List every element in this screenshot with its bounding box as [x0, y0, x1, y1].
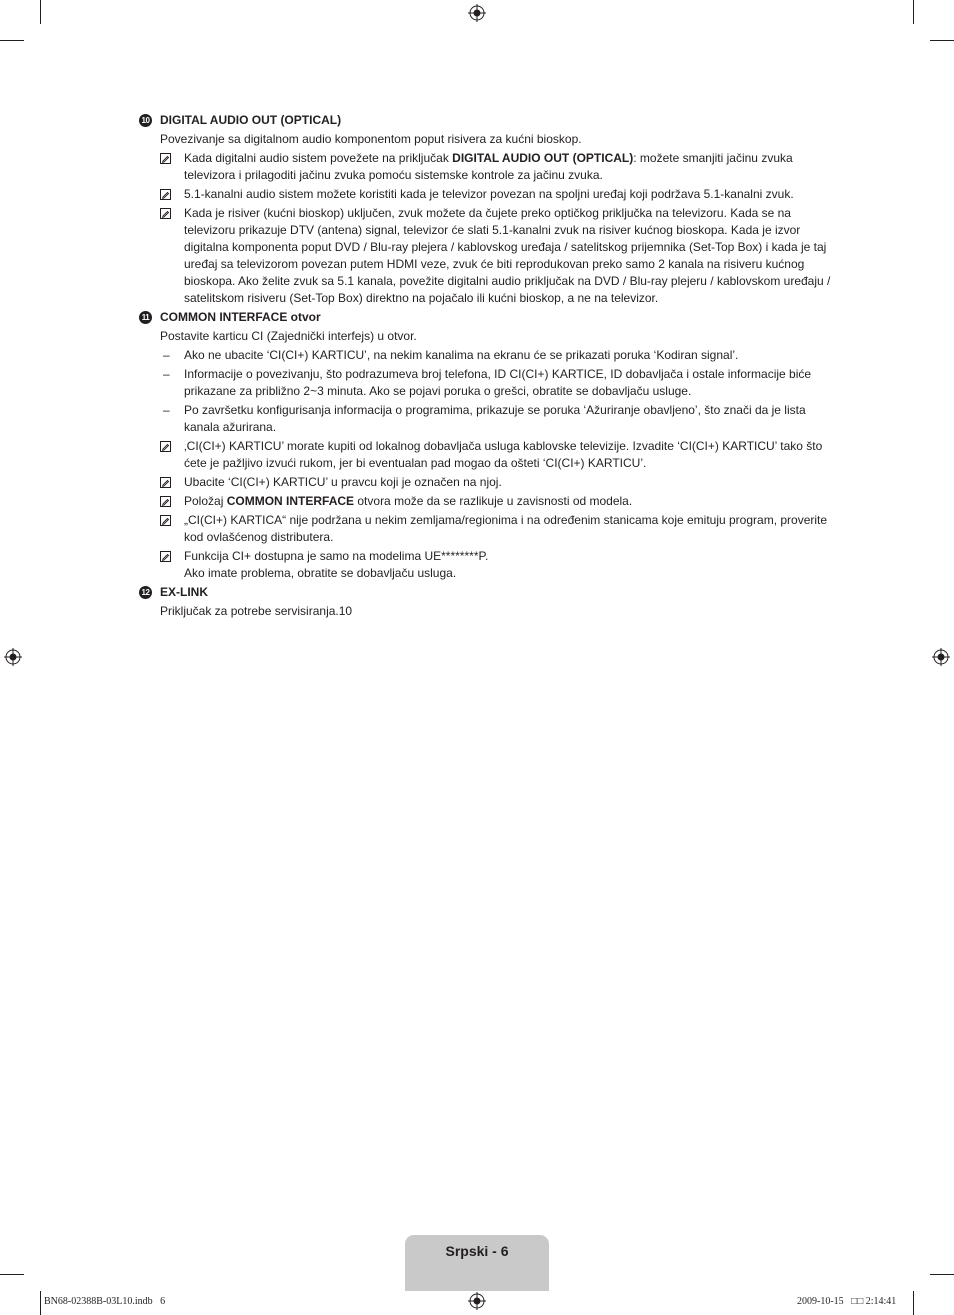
section-description: Postavite karticu CI (Zajednički interfejs) u otvor. [160, 329, 417, 343]
item-text: Kada digitalni audio sistem povežete na priključak [184, 151, 453, 165]
date-slug: 2009-10-15 □□ 2:14:41 [797, 1296, 897, 1307]
note-item [139, 512, 844, 546]
note-pencil-icon [160, 550, 171, 561]
crop-mark-top-right-h [930, 40, 954, 41]
item-text: Položaj [184, 494, 227, 508]
section-number-badge: 12 [139, 586, 152, 599]
note-pencil-icon [160, 207, 171, 218]
item-text: Ako ne ubacite ‘CI(CI+) KARTICU’, na nekim kanalima na ekranu će se prikazati poruka ‘Kodiran signal’. [184, 348, 739, 362]
note-pencil-icon [160, 188, 171, 199]
item-text: Po završetku konfigurisanja informacija o programima, prikazuje se poruka ‘Ažuriranje obavljeno’, što znači da je lista kanala ažurirana. [184, 403, 806, 434]
dash-item [139, 366, 844, 400]
crop-mark-top-left-v [40, 0, 41, 24]
section-description: Priključak za potrebe servisiranja.10 [160, 604, 353, 618]
note-item [139, 548, 844, 582]
item-text: Informacije o povezivanju, što podrazumeva broj telefona, ID CI(CI+) KARTICE, ID dobavljača i ostale informacije biće prikazane za približno 2~3 minuta. Ako se pojavi poruka o grešci, obratite se dobavljaču usluge. [184, 367, 812, 398]
note-item [139, 438, 844, 472]
item-extra-line: Ako imate problema, obratite se dobavljaču usluga. [184, 566, 457, 580]
item-emphasis: DIGITAL AUDIO OUT (OPTICAL) [452, 151, 634, 165]
section-title: COMMON INTERFACE otvor [160, 310, 321, 324]
section-description: Povezivanje sa digitalnom audio komponentom poput risivera za kućni bioskop. [160, 132, 582, 146]
section-title: DIGITAL AUDIO OUT (OPTICAL) [160, 113, 342, 127]
crop-mark-bottom-right-h [930, 1274, 954, 1275]
section-number-badge: 11 [139, 311, 152, 324]
crop-mark-bottom-left-h [0, 1274, 24, 1275]
item-emphasis: COMMON INTERFACE [226, 494, 355, 508]
note-pencil-icon [160, 440, 171, 451]
item-text-cont: : možete smanjiti jačinu zvuka televizora i prilagoditi jačinu zvuka pomoću sistemske kontrole za jačinu zvuka. [184, 151, 793, 182]
note-item [139, 474, 844, 491]
section-number-badge: 10 [139, 114, 152, 127]
item-text-cont: otvora može da se razlikuje u zavisnosti od modela. [354, 494, 633, 508]
section-heading [139, 112, 844, 129]
note-item [139, 205, 844, 307]
dash-item [139, 347, 844, 364]
manual-content [139, 110, 844, 620]
note-item [139, 493, 844, 510]
item-text: Funkcija CI+ dostupna je samo na modelima UE********P. [184, 549, 489, 563]
note-pencil-icon [160, 476, 171, 487]
crop-mark-bottom-right-v [913, 1291, 914, 1315]
section-heading [139, 309, 844, 326]
registration-mark-icon [468, 4, 486, 22]
dash-bullet: – [163, 367, 170, 381]
page-number-label: Srpski - 6 [445, 1243, 509, 1259]
item-text: „CI(CI+) KARTICA“ nije podržana u nekim zemljama/regionima i na određenim stanicama koje emituju program, proverite kod ovlašćenog distributera. [184, 513, 828, 544]
section-heading [139, 584, 844, 601]
note-item [139, 186, 844, 203]
item-text: ‚CI(CI+) KARTICU’ morate kupiti od lokalnog dobavljača usluga kablovske televizije. Izvadite ‘CI(CI+) KARTICU’ tako što ćete je pažljivo izvući rukom, jer bi eventualan pad mogao da ošteti ‘CI(CI+) KARTICU’. [184, 439, 823, 470]
dash-bullet: – [163, 348, 170, 362]
registration-mark-icon [468, 1292, 486, 1310]
item-text: 5.1-kanalni audio sistem možete koristiti kada je televizor povezan na spoljni uređaj koji podržava 5.1-kanalni zvuk. [184, 187, 794, 201]
note-pencil-icon [160, 495, 171, 506]
dash-bullet: – [163, 403, 170, 417]
file-slug: BN68-02388B-03L10.indb 6 [44, 1296, 166, 1307]
section-title: EX-LINK [160, 585, 208, 599]
dash-item [139, 402, 844, 436]
registration-mark-icon [4, 648, 22, 666]
note-pencil-icon [160, 152, 171, 163]
item-text: Ubacite ‘CI(CI+) KARTICU’ u pravcu koji je označen na njoj. [184, 475, 502, 489]
registration-mark-icon [932, 648, 950, 666]
item-text: Kada je risiver (kućni bioskop) uključen, zvuk možete da čujete preko optičkog priključka na televizoru. Kada se na televizoru prikazuje DTV (antena) signal, televizor će slati 5.1-kanalni zvuk na risiver kućnog bioskopa. Kada je izvor digitalna komponenta poput DVD / Blu-ray plejera / kablovskog uređaja / satelitskog prijemnika (Set-Top Box) i kada je taj uređaj sa televizorom povezan putem HDMI veze, zvuk će biti reprodukovan preko samo 2 kanala na risiveru kućnog bioskopa. Ako želite zvuk sa 5.1 kanala, povežite digitalni audio priključak na DVD / Blu-ray plejeru / kablovskom uređaju / satelitskom risiveru (Set-Top Box) direktno na pojačalo ili kućni bioskop, a ne na televizor. [184, 206, 831, 305]
note-item [139, 150, 844, 184]
crop-mark-top-right-v [913, 0, 914, 24]
note-pencil-icon [160, 514, 171, 525]
crop-mark-top-left-h [0, 40, 24, 41]
crop-mark-bottom-left-v [40, 1291, 41, 1315]
